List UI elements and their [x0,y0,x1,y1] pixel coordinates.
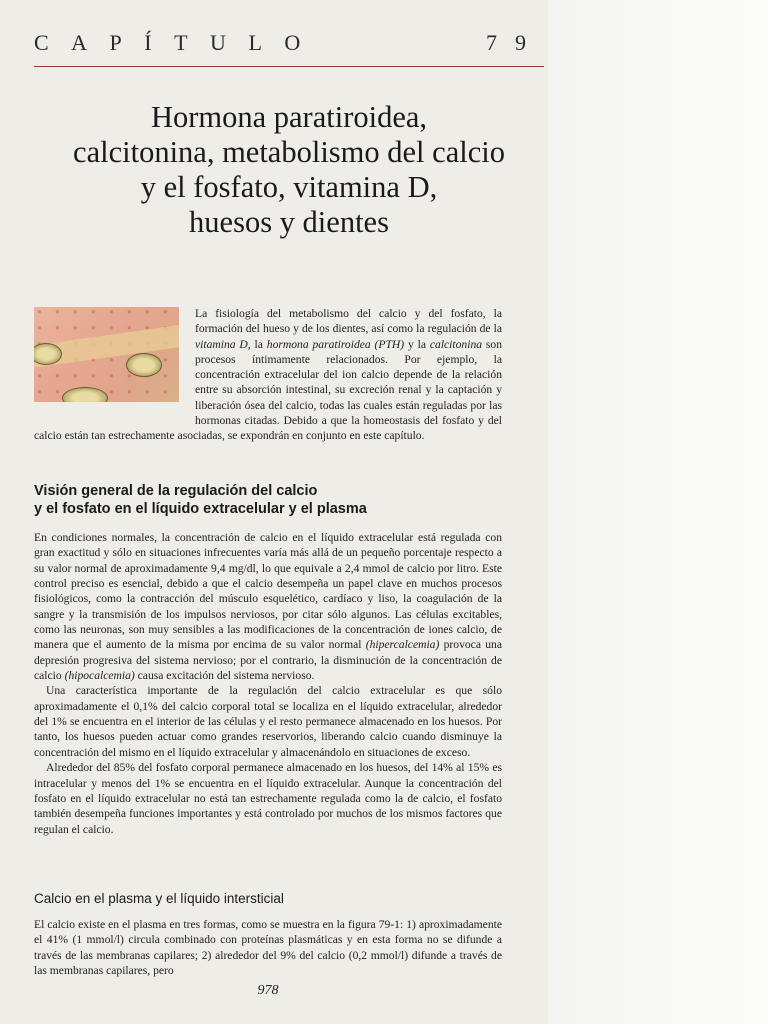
title-line: y el fosfato, vitamina D, [140,170,438,204]
section-heading [34,482,504,518]
chapter-header [34,30,544,60]
title-line: huesos y dientes [189,205,389,239]
page-number: 978 [257,983,279,998]
section-body [34,530,502,837]
heading-line: y el fosfato en el líquido extracelular y el plasma [34,501,367,517]
chapter-label: CAPÍTULO [34,30,323,55]
paragraph: En condiciones normales, la concentración de calcio en el líquido extracelular está regulada con gran exactitud y sólo en situaciones infrecuentes varía más allá de un pequeño porcentaje respecto a su valor normal de aproximadamente 9,4 mg/dl, lo que equivale a 2,4 mmol de calcio por litro. Este control preciso es esencial, debido a que el calcio desempeña un papel clave en muchos procesos fisiológicos, como la contracción del músculo esquelético, cardíaco y liso, la coagulación de la sangre y la transmisión de los impulsos nerviosos, por citar sólo algunos. Las células excitables, como las neuronas, son muy sensibles a las modificaciones de la concentración de iones calcio, de manera que el aumento de la misma por encima de su valor normal (hipercalcemia) provoca una depresión progresiva del sistema nervioso; por el contrario, la disminución de la concentración de calcio (hipocalcemia) causa excitación del sistema nervioso. [34,531,502,683]
intro-paragraph: La fisiología del metabolismo del calcio y del fosfato, la formación del hueso y de los dientes, así como la regulación de la vitamina D, la hormona paratiroidea (PTH) y la calcitonina son procesos íntimamente relacionados. Por ejemplo, la concentración extracelular del ion calcio depende de la relación entre su absorción intestinal, su excreción renal y la captación y liberación ósea del calcio, todas las cuales están reguladas por las hormonas citadas. Debido a que la homeostasis del fosfato y del calcio están tan estrechamente asociadas, se expondrán en conjunto en este capítulo. [34,307,503,443]
title-line: calcitonina, metabolismo del calcio [73,135,505,169]
subsection-heading: Calcio en el plasma y el líquido intersticial [34,891,284,906]
facing-page-margin [548,0,768,1024]
subsection-body [34,917,502,978]
chapter-number: 79 [486,30,544,55]
chapter-title [34,100,544,240]
title-line: Hormona paratiroidea, [150,100,428,134]
paragraph: Alrededor del 85% del fosfato corporal permanece almacenado en los huesos, del 14% al 15% es intracelular y menos del 1% se encuentra en el líquido extracelular. Aunque la concentración del fosfato en el líquido extracelular no está tan estrechamente regulada como la de calcio, el fosfato también desempeña funciones importantes y está controlado por muchos de los mismos factores que regulan el calcio. [34,761,502,836]
heading-line: Visión general de la regulación del calcio [34,483,318,499]
paragraph: Una característica importante de la regulación del calcio extracelular es que sólo aproximadamente el 0,1% del calcio corporal total se localiza en el líquido extracelular, alrededor del 1% se encuentra en el interior de las células y el resto permanece almacenado en los huesos. Por tanto, los huesos pueden actuar como grandes reservorios, liberando calcio cuando disminuye la concentración del mismo en el líquido extracelular y almacenándolo en situaciones de exceso. [34,684,502,759]
chapter-rule [34,66,544,67]
paragraph: El calcio existe en el plasma en tres formas, como se muestra en la figura 79-1: 1) aproximadamente el 41% (1 mmol/l) circula combinado con proteínas plasmáticas y en esta forma no se difunde a través de las membranas capilares; 2) alrededor del 9% del calcio (0,2 mmol/l) difunde a través de las membranas capilares, pero [34,918,502,977]
